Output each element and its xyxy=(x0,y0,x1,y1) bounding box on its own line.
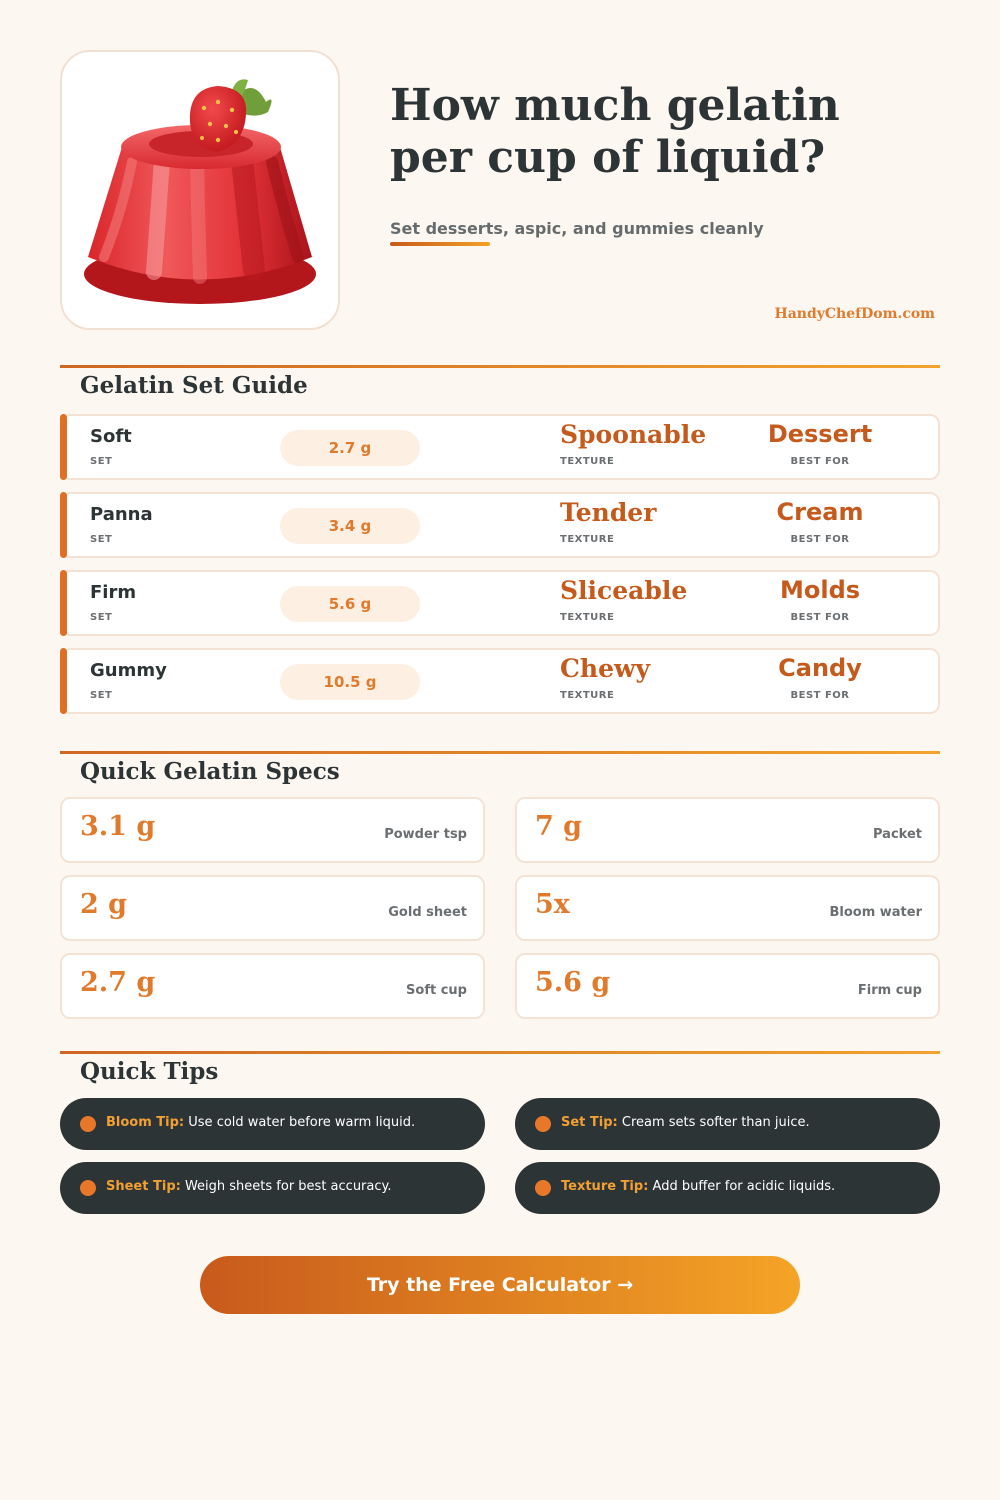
guide-row xyxy=(60,414,940,480)
gelatin-amount-badge: 2.7 g xyxy=(280,430,420,466)
bullet-dot-icon xyxy=(80,1116,96,1132)
gelatin-amount-badge: 10.5 g xyxy=(280,664,420,700)
spec-value: 7 g xyxy=(535,811,583,842)
texture-value: Chewy xyxy=(560,654,651,683)
row-accent-bar xyxy=(60,570,67,636)
tip-label: Sheet Tip: xyxy=(106,1179,181,1194)
section-title-tips: Quick Tips xyxy=(80,1058,219,1085)
section-title-specs: Quick Gelatin Specs xyxy=(80,758,340,785)
spec-card xyxy=(60,797,485,863)
guide-row xyxy=(60,492,940,558)
spec-label: Bloom water xyxy=(829,905,922,920)
set-name: Soft xyxy=(90,426,132,447)
texture-value: Sliceable xyxy=(560,576,688,605)
set-name: Gummy xyxy=(90,660,167,681)
best-for-caption: BEST FOR xyxy=(790,612,850,623)
section-title-guide: Gelatin Set Guide xyxy=(80,372,308,399)
tip-label: Texture Tip: xyxy=(561,1179,649,1194)
set-caption: SET xyxy=(90,456,113,467)
tip-pill xyxy=(60,1098,485,1150)
tip-body: Add buffer for acidic liquids. xyxy=(648,1179,836,1194)
tip-label: Bloom Tip: xyxy=(106,1115,185,1130)
tip-body: Weigh sheets for best accuracy. xyxy=(180,1179,392,1194)
spec-value: 3.1 g xyxy=(80,811,156,842)
best-for-caption: BEST FOR xyxy=(790,534,850,545)
section-divider-specs xyxy=(60,751,940,754)
spec-value: 5.6 g xyxy=(535,967,611,998)
spec-label: Packet xyxy=(873,827,922,842)
texture-caption: TEXTURE xyxy=(560,690,615,701)
tip-body: Use cold water before warm liquid. xyxy=(184,1115,416,1130)
best-for-value: Molds xyxy=(779,576,861,604)
section-divider-guide xyxy=(60,365,940,368)
texture-caption: TEXTURE xyxy=(560,612,615,623)
texture-value: Spoonable xyxy=(560,420,707,449)
tip-text xyxy=(106,1115,415,1130)
guide-row xyxy=(60,570,940,636)
texture-value: Tender xyxy=(560,498,657,527)
spec-label: Powder tsp xyxy=(384,827,467,842)
tip-text xyxy=(561,1115,810,1130)
spec-value: 2 g xyxy=(80,889,128,920)
set-caption: SET xyxy=(90,612,113,623)
tip-text xyxy=(106,1179,392,1194)
tip-text xyxy=(561,1179,835,1194)
spec-label: Firm cup xyxy=(857,983,922,998)
best-for-value: Cream xyxy=(776,498,864,526)
texture-caption: TEXTURE xyxy=(560,456,615,467)
best-for-value: Candy xyxy=(778,654,862,682)
brand-link[interactable]: HandyChefDom.com xyxy=(774,306,935,322)
set-name: Panna xyxy=(90,504,153,525)
spec-card xyxy=(515,797,940,863)
row-accent-bar xyxy=(60,648,67,714)
page-subtitle: Set desserts, aspic, and gummies cleanly xyxy=(390,219,764,238)
tip-pill xyxy=(515,1162,940,1214)
tip-pill xyxy=(60,1162,485,1214)
tip-pill xyxy=(515,1098,940,1150)
guide-row xyxy=(60,648,940,714)
set-caption: SET xyxy=(90,690,113,701)
best-for-caption: BEST FOR xyxy=(790,456,850,467)
section-divider-tips xyxy=(60,1051,940,1054)
best-for-caption: BEST FOR xyxy=(790,690,850,701)
gelatin-amount-badge: 5.6 g xyxy=(280,586,420,622)
spec-card xyxy=(515,953,940,1019)
tip-body: Cream sets softer than juice. xyxy=(617,1115,810,1130)
row-accent-bar xyxy=(60,414,67,480)
spec-label: Soft cup xyxy=(406,983,467,998)
gelatin-amount-badge: 3.4 g xyxy=(280,508,420,544)
spec-value: 2.7 g xyxy=(80,967,156,998)
bullet-dot-icon xyxy=(535,1180,551,1196)
set-caption: SET xyxy=(90,534,113,545)
bullet-dot-icon xyxy=(80,1180,96,1196)
texture-caption: TEXTURE xyxy=(560,534,615,545)
spec-card xyxy=(515,875,940,941)
spec-label: Gold sheet xyxy=(388,905,467,920)
spec-card xyxy=(60,953,485,1019)
page-title-line-1: How much gelatin xyxy=(390,80,840,131)
page-title xyxy=(390,80,950,184)
spec-card xyxy=(60,875,485,941)
tip-label: Set Tip: xyxy=(561,1115,618,1130)
page-title-line-2: per cup of liquid? xyxy=(390,132,826,183)
set-name: Firm xyxy=(90,582,137,603)
best-for-value: Dessert xyxy=(767,420,873,448)
gelatin-mold-icon xyxy=(62,52,340,330)
spec-value: 5x xyxy=(535,889,570,920)
bullet-dot-icon xyxy=(535,1116,551,1132)
row-accent-bar xyxy=(60,492,67,558)
hero-image-card xyxy=(60,50,340,330)
subtitle-underline xyxy=(390,242,490,246)
free-calculator-button[interactable]: Try the Free Calculator → xyxy=(200,1256,800,1314)
